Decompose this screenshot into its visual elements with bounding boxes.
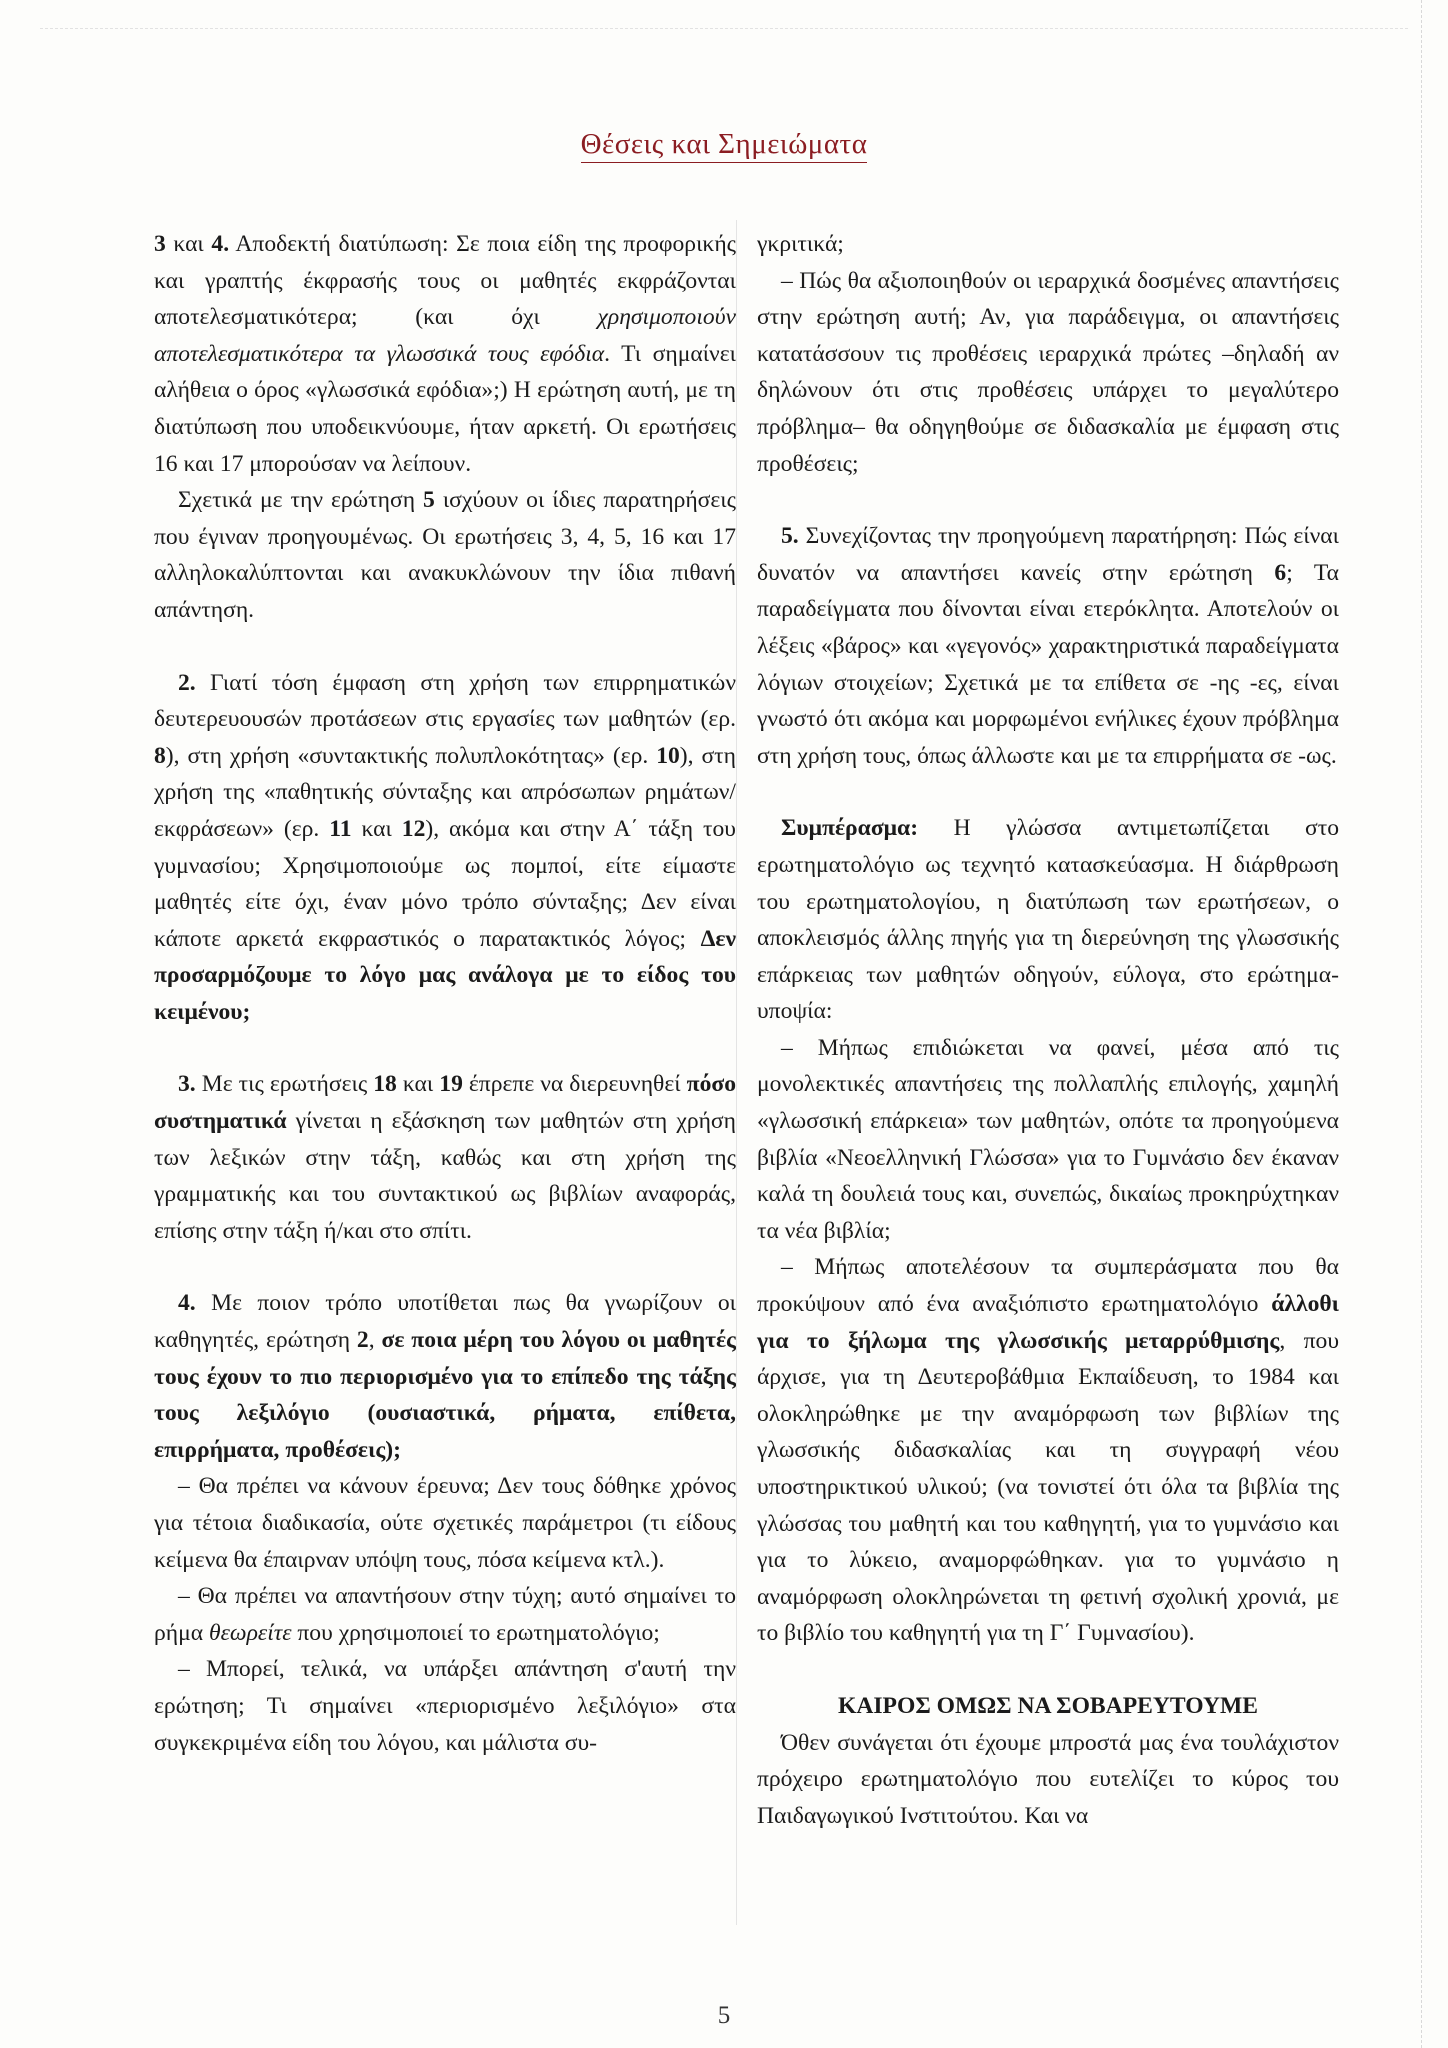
paragraph-point-5: 5. Συνεχίζοντας την προηγούμενη παρατήρηση: Πώς είναι δυνατόν να απαντήσει κανείς στην ερώτηση 6; Τα παραδείγματα που δίνονται είναι ετερόκλητα. Αποτελούν οι λέξεις «βάρος» και «γεγονός» χαρακτηριστικά παραδείγματα λόγιων στοιχείων; Σχετικά με τα επίθετα σε -ης -ες, είναι γνωστό ότι ακόμα και μορφωμένοι ενήλικες έχουν πρόβλημα στη χρήση τους, όπως άλλωστε και με τα επιρρήματα σε -ως. [757,523,1339,769]
page-header [0,128,1448,161]
right-column [757,226,1339,1834]
page-number: 5 [717,2002,731,2029]
paragraph-question-5-note: Σχετικά με την ερώτηση 5 ισχύουν οι ίδιες παρατηρήσεις που έγιναν προηγουμένως. Οι ερωτήσεις 3, 4, 5, 16 και 17 αλληλοκαλύπτονται και ανακυκλώνουν την ίδια πιθανή απάντηση. [154,487,736,623]
paragraph-conclusion: Συμπέρασμα: Η γλώσσα αντιμετωπίζεται στο ερωτηματολόγιο ως τεχνητό κατασκεύασμα. Η διάρθρωση του ερωτηματολογίου, η διατύπωση των ερωτήσεων, ο αποκλεισμός άλλης πηγής για τη διερεύνηση της γλωσσικής επάρκειας των μαθητών οδηγούν, εύλογα, στο ερώτημα-υποψία: [757,815,1339,1025]
dash-item-research: – Θα πρέπει να κάνουν έρευνα; Δεν τους δόθηκε χρόνος για τέτοια διαδικασία, ούτε σχετικές παράμετροι (τι είδους κείμενα θα έπαιρναν υπόψη τους, πόσα κείμενα κτλ.). [154,1473,736,1573]
paragraph-continuation: γκριτικά; [757,231,844,257]
dash-item-answer: – Μπορεί, τελικά, να υπάρξει απάντηση σ'αυτή την ερώτηση; Τι σημαίνει «περιορισμένο λεξιλόγιο» στα συγκεκριμένα είδη του λόγου, και μάλιστα συ- [154,1656,736,1756]
paragraph-point-4: 4. Με ποιον τρόπο υποτίθεται πως θα γνωρίζουν οι καθηγητές, ερώτηση 2, σε ποια μέρη του λόγου οι μαθητές τους έχουν το πιο περιορισμένο για το επίπεδο της τάξης τους λεξιλόγιο (ουσιαστικά, ρήματα, επίθετα, επιρρήματα, προθέσεις); [154,1290,737,1463]
dash-item-chance: – Θα πρέπει να απαντήσουν στην τύχη; αυτό σημαίνει το ρήμα θεωρείτε που χρησιμοποιεί το ερωτηματολόγιο; [154,1583,736,1646]
paragraph-point-2: 2. Γιατί τόση έμφαση στη χρήση των επιρρηματικών δευτερευουσών προτάσεων στις εργασίες των μαθητών (ερ. 8), στη χρήση «συντακτικής πολυπλοκότητας» (ερ. 10), στη χρήση της «παθητικής σύνταξης και απρόσωπων ρημάτων/εκφράσεων» (ερ. 11 και 12), ακόμα και στην Α΄ τάξη του γυμνασίου; Χρησιμοποιούμε ως πομποί, είτε είμαστε μαθητές είτε όχι, έναν μόνο τρόπο σύνταξης; Δεν είναι κάποτε αρκετά εκφραστικός ο παρατακτικός λόγος; Δεν προσαρμόζουμε το λόγο μας ανάλογα με το είδος του κειμένου; [154,669,736,1025]
scan-edge-top [40,28,1408,30]
scan-edge-right [1420,0,1422,2048]
paragraph-closing: Όθεν συνάγεται ότι έχουμε μπροστά μας ένα τουλάχιστον πρόχειρο ερωτηματολόγιο που ευτελίζει το κύρος του Παιδαγωγικού Ινστιτούτου. Και να [757,1729,1339,1829]
dash-item-suspicion-1: – Μήπως επιδιώκεται να φανεί, μέσα από τις μονολεκτικές απαντήσεις της πολλαπλής επιλογής, χαμηλή «γλωσσική επάρκεια» των μαθητών, οπότε τα προηγούμενα βιβλία «Νεοελληνική Γλώσσα» για το Γυμνάσιο δεν έκαναν καλά τη δουλειά τους και, συνεπώς, δικαίως προκηρύχτηκαν τα νέα βιβλία; [757,1034,1339,1244]
left-column [154,226,736,1761]
section-title: Θέσεις και Σημειώματα [581,128,868,163]
dash-item-suspicion-2: – Μήπως αποτελέσουν τα συμπεράσματα που θα προκύψουν από ένα αναξιόπιστο ερωτηματολόγιο άλλοθι για το ξήλωμα της γλωσσικής μεταρρύθμισης, που άρχισε, για τη Δευτεροβάθμια Εκπαίδευση, το 1984 και ολοκληρώθηκε με την αναμόρφωση των βιβλίων της γλωσσικής διδασκαλίας και τη συγγραφή νέου υποστηρικτικού υλικού; (να τονιστεί ότι όλα τα βιβλία της γλώσσας του μαθητή και του καθηγητή, για το γυμνάσιο και για το λύκειο, αναμορφώθηκαν. για το γυμνάσιο η αναμόρφωση ολοκληρώνεται τη φετινή σχολική χρονιά, με το βιβλίο του καθηγητή για τη Γ΄ Γυμνασίου). [757,1254,1339,1647]
dash-item-hierarchy: – Πώς θα αξιοποιηθούν οι ιεραρχικά δοσμένες απαντήσεις στην ερώτηση αυτή; Αν, για παράδειγμα, οι απαντήσεις κατατάσσουν τις προθέσεις ιεραρχικά πρώτες –δηλαδή αν δηλώνουν ότι στις προθέσεις υπάρχει το μεγαλύτερο πρόβλημα– θα οδηγηθούμε σε διδασκαλία με έμφαση στις προθέσεις; [757,267,1339,477]
section-heading: ΚΑΙΡΟΣ ΟΜΩΣ ΝΑ ΣΟΒΑΡΕΥΤΟΥΜΕ [837,1692,1258,1719]
paragraph-3-4: 3 και 4. Αποδεκτή διατύπωση: Σε ποια είδη της προφορικής και γραπτής έκφρασής τους οι μαθητές εκφράζονται αποτελεσματικότερα; (και όχι χρησιμοποιούν αποτελεσματικότερα τα γλωσσικά τους εφόδια. Τι σημαίνει αλήθεια ο όρος «γλωσσικά εφόδια»;) Η ερώτηση αυτή, με τη διατύπωση που υποδεικνύουμε, ήταν αρκετή. Οι ερωτήσεις 16 και 17 μπορούσαν να λείπουν. [154,231,736,477]
paragraph-point-3: 3. Με τις ερωτήσεις 18 και 19 έπρεπε να διερευνηθεί πόσο συστηματικά γίνεται η εξάσκηση των μαθητών στη χρήση των λεξικών στην τάξη, καθώς και στη χρήση της γραμματικής και του συντακτικού ως βιβλίων αναφοράς, επίσης στην τάξη ή/και στο σπίτι. [154,1071,736,1244]
column-divider [736,220,737,1925]
